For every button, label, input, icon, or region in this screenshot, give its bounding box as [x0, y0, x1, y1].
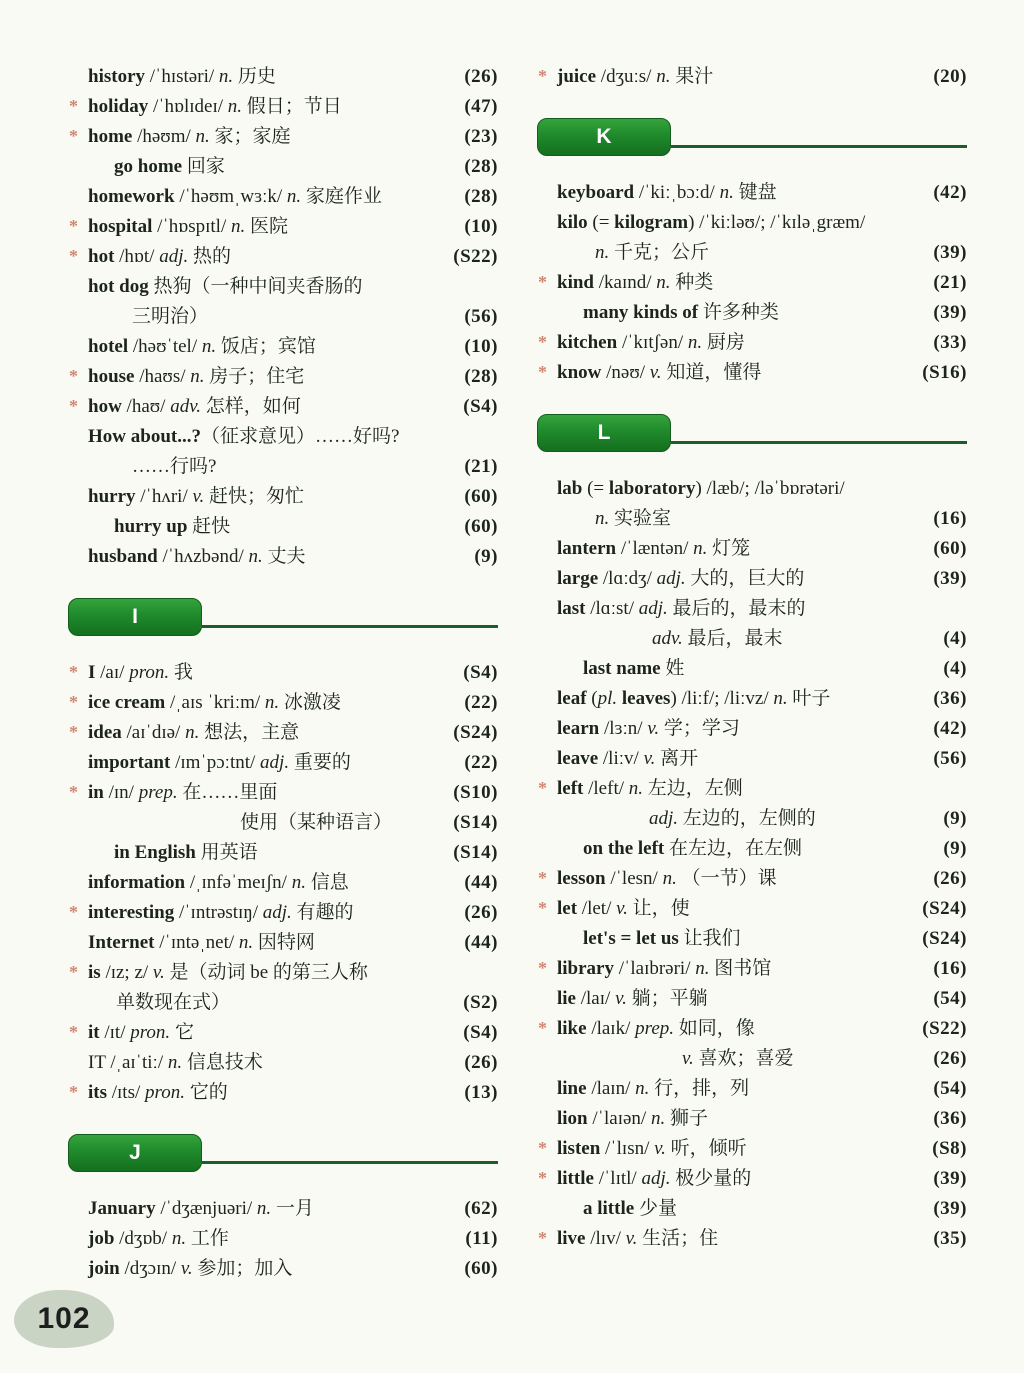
entry-line [68, 182, 498, 212]
entry-page-ref: (42) [933, 182, 967, 203]
entry-page-ref: (42) [933, 718, 967, 739]
entry-line [68, 808, 498, 838]
key-word-asterisk: * [69, 396, 78, 416]
entry-page-ref: (S14) [453, 842, 498, 863]
entry-text: a little 少量 [583, 1198, 677, 1219]
entry-line [537, 1074, 967, 1104]
entry-page-ref: (54) [933, 1078, 967, 1099]
entry-page-ref: (S22) [922, 1018, 967, 1039]
entry-text: kitchen /ˈkɪtʃən/ n. 厨房 [557, 332, 745, 353]
entry-page-ref: (39) [933, 242, 967, 263]
entry-line [537, 1014, 967, 1044]
entry-text: juice /dʒuːs/ n. 果汁 [557, 66, 714, 87]
entry-page-ref: (60) [464, 516, 498, 537]
entry-page-ref: (28) [464, 186, 498, 207]
entry-text: house /haʊs/ n. 房子；住宅 [88, 366, 305, 387]
key-word-asterisk: * [69, 902, 78, 922]
entry-page-ref: (S4) [463, 662, 498, 683]
entry-line [68, 1078, 498, 1108]
entry-text: adj. 左边的，左侧的 [649, 808, 816, 829]
entry-line [537, 954, 967, 984]
entry-line [68, 928, 498, 958]
entry-line [68, 1194, 498, 1224]
entry-text: job /dʒɒb/ n. 工作 [88, 1228, 229, 1249]
page-number: 102 [37, 1302, 91, 1335]
entry-text: it /ɪt/ pron. 它 [88, 1022, 194, 1043]
entry-page-ref: (21) [933, 272, 967, 293]
entry-text: 使用（某种语言） [240, 812, 393, 833]
entry-line [68, 988, 498, 1018]
entry-page-ref: (11) [465, 1228, 498, 1249]
entry-text: in /ɪn/ prep. 在……里面 [88, 782, 278, 803]
entry-text: its /ɪts/ pron. 它的 [88, 1082, 228, 1103]
entry-page-ref: (4) [943, 628, 967, 649]
entry-page-ref: (44) [464, 932, 498, 953]
key-word-asterisk: * [538, 1018, 547, 1038]
entry-page-ref: (28) [464, 156, 498, 177]
entry-line [68, 482, 498, 512]
entry-text: last /lɑːst/ adj. 最后的，最末的 [557, 598, 806, 619]
entry-line [68, 1254, 498, 1284]
entry-line [537, 894, 967, 924]
key-word-asterisk: * [69, 246, 78, 266]
key-word-asterisk: * [69, 1022, 78, 1042]
key-word-asterisk: * [69, 96, 78, 116]
entry-line [68, 212, 498, 242]
entry-line [537, 178, 967, 208]
key-word-asterisk: * [69, 962, 78, 982]
entry-text: line /laɪn/ n. 行，排，列 [557, 1078, 750, 1099]
entry-page-ref: (S24) [922, 928, 967, 949]
entry-text: on the left 在左边，在左侧 [583, 838, 803, 859]
entry-line [68, 302, 498, 332]
entry-line [68, 958, 498, 988]
entry-page-ref: (33) [933, 332, 967, 353]
entry-line [68, 1018, 498, 1048]
entry-page-ref: (60) [464, 1258, 498, 1279]
entry-line [537, 298, 967, 328]
entry-page-ref: (36) [933, 1108, 967, 1129]
entry-text: history /ˈhɪstəri/ n. 历史 [88, 66, 276, 87]
entry-page-ref: (39) [933, 1198, 967, 1219]
key-word-asterisk: * [538, 898, 547, 918]
entry-page-ref: (47) [464, 96, 498, 117]
entry-line [537, 1194, 967, 1224]
entry-line [537, 1164, 967, 1194]
entry-page-ref: (16) [933, 958, 967, 979]
key-word-asterisk: * [538, 272, 547, 292]
section-letter-badge: I [68, 598, 202, 636]
page-number-blob [14, 1290, 114, 1348]
entry-line [537, 62, 967, 92]
entry-page-ref: (39) [933, 302, 967, 323]
entry-text: January /ˈdʒænjuəri/ n. 一月 [88, 1198, 314, 1219]
key-word-asterisk: * [538, 778, 547, 798]
entry-line [537, 1044, 967, 1074]
entry-text: n. 实验室 [595, 508, 672, 529]
entry-text: How about...?（征求意见）……好吗? [88, 426, 400, 447]
section-header-l [537, 414, 967, 452]
entry-text: lantern /ˈlæntən/ n. 灯笼 [557, 538, 751, 559]
entry-text: I /aɪ/ pron. 我 [88, 662, 193, 683]
entry-line [68, 838, 498, 868]
section-letter-badge: L [537, 414, 671, 452]
entry-text: lie /laɪ/ v. 躺；平躺 [557, 988, 708, 1009]
entry-text: ice cream /ˌaɪs ˈkriːm/ n. 冰激凌 [88, 692, 341, 713]
entry-line [537, 358, 967, 388]
entry-line [68, 332, 498, 362]
entry-page-ref: (28) [464, 366, 498, 387]
entry-line [537, 238, 967, 268]
entry-page-ref: (S14) [453, 812, 498, 833]
entry-text: husband /ˈhʌzbənd/ n. 丈夫 [88, 546, 306, 567]
entry-text: hot dog 热狗（一种中间夹香肠的 [88, 276, 363, 297]
entry-page-ref: (S22) [453, 246, 498, 267]
glossary-column-right [537, 62, 967, 1254]
entry-page-ref: (22) [464, 692, 498, 713]
key-word-asterisk: * [69, 1082, 78, 1102]
entry-text: large /lɑːdʒ/ adj. 大的，巨大的 [557, 568, 805, 589]
entry-text: information /ˌɪnfəˈmeɪʃn/ n. 信息 [88, 872, 349, 893]
entry-page-ref: (S4) [463, 1022, 498, 1043]
key-word-asterisk: * [538, 1228, 547, 1248]
entry-line [68, 362, 498, 392]
key-word-asterisk: * [538, 1138, 547, 1158]
entry-line [537, 328, 967, 358]
entry-line [537, 208, 967, 238]
entry-line [537, 684, 967, 714]
entry-line [537, 534, 967, 564]
entry-text: keyboard /ˈkiːˌbɔːd/ n. 键盘 [557, 182, 777, 203]
entry-line [537, 268, 967, 298]
entry-page-ref: (44) [464, 872, 498, 893]
entry-text: kilo (= kilogram) /ˈkiːləʊ/; /ˈkɪləˌgræm/ [557, 212, 866, 233]
entry-page-ref: (23) [464, 126, 498, 147]
entry-page-ref: (26) [464, 902, 498, 923]
entry-page-ref: (20) [933, 66, 967, 87]
key-word-asterisk: * [69, 216, 78, 236]
section-header-k [537, 118, 967, 156]
entry-page-ref: (S2) [463, 992, 498, 1013]
entry-text: in English 用英语 [114, 842, 258, 863]
entry-page-ref: (60) [933, 538, 967, 559]
key-word-asterisk: * [69, 692, 78, 712]
entry-page-ref: (S4) [463, 396, 498, 417]
entry-text: home /həʊm/ n. 家；家庭 [88, 126, 291, 147]
entry-text: hurry /ˈhʌri/ v. 赶快；匆忙 [88, 486, 305, 507]
key-word-asterisk: * [69, 126, 78, 146]
entry-line [68, 422, 498, 452]
entry-line [537, 1104, 967, 1134]
entry-text: lion /ˈlaɪən/ n. 狮子 [557, 1108, 708, 1129]
entry-text: 三明治） [132, 306, 209, 327]
key-word-asterisk: * [69, 366, 78, 386]
entry-line [68, 542, 498, 572]
entry-page-ref: (9) [943, 808, 967, 829]
key-word-asterisk: * [538, 66, 547, 86]
entry-page-ref: (S8) [932, 1138, 967, 1159]
entry-line [537, 594, 967, 624]
entry-line [537, 564, 967, 594]
section-header-i [68, 598, 498, 636]
entry-text: adv. 最后，最末 [652, 628, 783, 649]
entry-text: little /ˈlɪtl/ adj. 极少量的 [557, 1168, 752, 1189]
entry-page-ref: (54) [933, 988, 967, 1009]
entry-page-ref: (21) [464, 456, 498, 477]
entry-text: leave /liːv/ v. 离开 [557, 748, 699, 769]
entry-text: many kinds of 许多种类 [583, 302, 779, 323]
entry-page-ref: (4) [943, 658, 967, 679]
glossary-column-left [68, 62, 498, 1284]
entry-text: n. 千克；公斤 [595, 242, 710, 263]
entry-text: leaf (pl. leaves) /liːf/; /liːvz/ n. 叶子 [557, 688, 831, 709]
entry-text: like /laɪk/ prep. 如同，像 [557, 1018, 755, 1039]
entry-line [68, 1048, 498, 1078]
entry-page-ref: (36) [933, 688, 967, 709]
entry-page-ref: (9) [943, 838, 967, 859]
entry-line [537, 504, 967, 534]
entry-text: how /haʊ/ adv. 怎样，如何 [88, 396, 301, 417]
entry-line [537, 1134, 967, 1164]
entry-line [68, 688, 498, 718]
entry-line [537, 474, 967, 504]
entry-text: join /dʒɔɪn/ v. 参加；加入 [88, 1258, 293, 1279]
entry-line [68, 898, 498, 928]
entry-text: idea /aɪˈdɪə/ n. 想法，主意 [88, 722, 300, 743]
section-rule [671, 441, 967, 444]
section-rule [671, 145, 967, 148]
entry-text: lab (= laboratory) /læb/; /ləˈbɒrətəri/ [557, 478, 845, 499]
entry-text: hospital /ˈhɒspɪtl/ n. 医院 [88, 216, 288, 237]
entry-line [537, 864, 967, 894]
entry-line [537, 744, 967, 774]
entry-line [537, 924, 967, 954]
entry-page-ref: (35) [933, 1228, 967, 1249]
entry-text: 单数现在式） [116, 992, 231, 1013]
entry-text: know /nəʊ/ v. 知道，懂得 [557, 362, 762, 383]
entry-line [68, 92, 498, 122]
entry-text: holiday /ˈhɒlɪdeɪ/ n. 假日；节日 [88, 96, 342, 117]
entry-page-ref: (62) [464, 1198, 498, 1219]
entry-page-ref: (16) [933, 508, 967, 529]
entry-text: let /let/ v. 让，使 [557, 898, 690, 919]
entry-page-ref: (26) [464, 66, 498, 87]
entry-text: kind /kaɪnd/ n. 种类 [557, 272, 714, 293]
key-word-asterisk: * [538, 1168, 547, 1188]
entry-page-ref: (9) [474, 546, 498, 567]
entry-page-ref: (S24) [922, 898, 967, 919]
key-word-asterisk: * [69, 782, 78, 802]
entry-page-ref: (22) [464, 752, 498, 773]
entry-text: Internet /ˈɪntəˌnet/ n. 因特网 [88, 932, 315, 953]
entry-line [68, 242, 498, 272]
entry-line [537, 804, 967, 834]
key-word-asterisk: * [538, 868, 547, 888]
entry-line [537, 714, 967, 744]
entry-page-ref: (56) [933, 748, 967, 769]
entry-text: lesson /ˈlesn/ n. （一节）课 [557, 868, 777, 889]
entry-text: go home 回家 [114, 156, 225, 177]
entry-text: hotel /həʊˈtel/ n. 饭店；宾馆 [88, 336, 316, 357]
entry-line [68, 1224, 498, 1254]
entry-page-ref: (39) [933, 568, 967, 589]
key-word-asterisk: * [538, 362, 547, 382]
entry-page-ref: (13) [464, 1082, 498, 1103]
entry-text: hurry up 赶快 [114, 516, 231, 537]
entry-text: IT /ˌaɪˈtiː/ n. 信息技术 [88, 1052, 263, 1073]
entry-text: listen /ˈlɪsn/ v. 听，倾听 [557, 1138, 747, 1159]
entry-page-ref: (S16) [922, 362, 967, 383]
entry-line [68, 122, 498, 152]
section-header-j [68, 1134, 498, 1172]
entry-page-ref: (26) [464, 1052, 498, 1073]
entry-text: library /ˈlaɪbrəri/ n. 图书馆 [557, 958, 772, 979]
section-rule [202, 625, 498, 628]
entry-text: hot /hɒt/ adj. 热的 [88, 246, 231, 267]
entry-page-ref: (56) [464, 306, 498, 327]
entry-line [537, 624, 967, 654]
entry-text: last name 姓 [583, 658, 685, 679]
entry-line [537, 1224, 967, 1254]
entry-line [68, 778, 498, 808]
entry-text: important /ɪmˈpɔːtnt/ adj. 重要的 [88, 752, 351, 773]
entry-page-ref: (39) [933, 1168, 967, 1189]
entry-text: is /ɪz; z/ v. 是（动词 be 的第三人称 [88, 962, 368, 983]
entry-page-ref: (10) [464, 216, 498, 237]
entry-text: v. 喜欢；喜爱 [682, 1048, 794, 1069]
entry-line [68, 748, 498, 778]
entry-page-ref: (26) [933, 868, 967, 889]
entry-text: left /left/ n. 左边，左侧 [557, 778, 743, 799]
entry-line [68, 868, 498, 898]
entry-line [537, 654, 967, 684]
entry-line [537, 774, 967, 804]
entry-page-ref: (S10) [453, 782, 498, 803]
key-word-asterisk: * [69, 722, 78, 742]
entry-line [68, 452, 498, 482]
entry-line [68, 152, 498, 182]
entry-line [68, 62, 498, 92]
entry-page-ref: (60) [464, 486, 498, 507]
key-word-asterisk: * [538, 332, 547, 352]
entry-line [68, 658, 498, 688]
entry-text: ……行吗? [132, 456, 217, 477]
section-letter-badge: J [68, 1134, 202, 1172]
entry-text: live /lɪv/ v. 生活；住 [557, 1228, 719, 1249]
key-word-asterisk: * [538, 958, 547, 978]
entry-line [68, 512, 498, 542]
entry-line [537, 984, 967, 1014]
entry-line [68, 272, 498, 302]
entry-text: learn /lɜːn/ v. 学；学习 [557, 718, 740, 739]
entry-text: interesting /ˈɪntrəstɪŋ/ adj. 有趣的 [88, 902, 354, 923]
entry-page-ref: (S24) [453, 722, 498, 743]
entry-line [68, 718, 498, 748]
section-rule [202, 1161, 498, 1164]
entry-line [537, 834, 967, 864]
section-letter-badge: K [537, 118, 671, 156]
entry-line [68, 392, 498, 422]
entry-page-ref: (26) [933, 1048, 967, 1069]
entry-page-ref: (10) [464, 336, 498, 357]
entry-text: homework /ˈhəʊmˌwɜːk/ n. 家庭作业 [88, 186, 382, 207]
key-word-asterisk: * [69, 662, 78, 682]
entry-text: let's = let us 让我们 [583, 928, 741, 949]
